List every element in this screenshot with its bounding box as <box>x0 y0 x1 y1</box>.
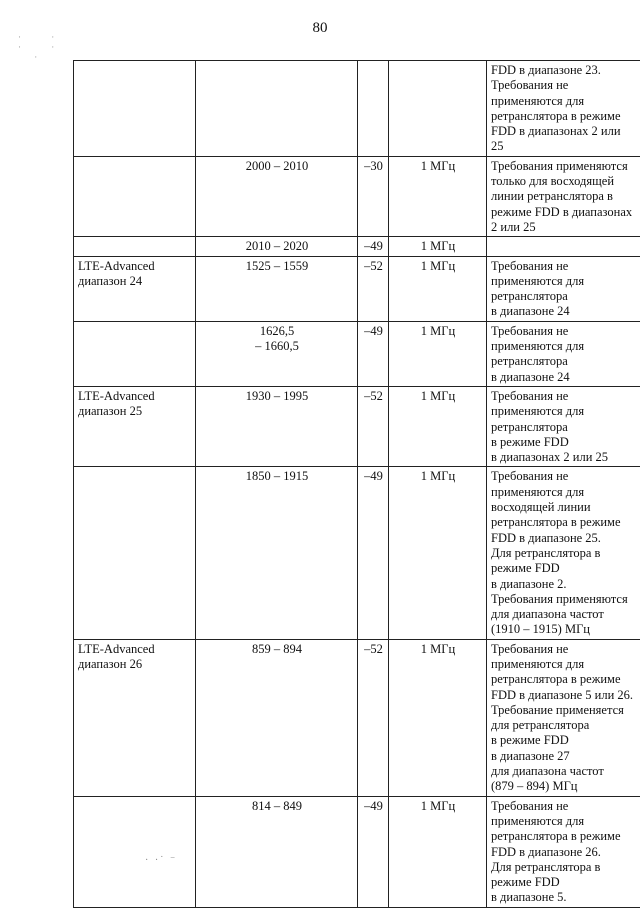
level-cell: –52 <box>358 256 389 321</box>
note-cell: Требования не применяются для ретранслятора в режиме FDD в диапазонах 2 или 25 <box>487 386 640 466</box>
bandwidth-cell: 1 МГц <box>389 467 487 639</box>
frequency-cell: 1525 – 1559 <box>196 256 358 321</box>
table-row <box>74 639 640 796</box>
note-cell: Требования применяются только для восходящей линии ретранслятора в режиме FDD в диапазонах 2 или 25 <box>487 156 640 236</box>
level-cell: –49 <box>358 321 389 386</box>
page-number: 80 <box>0 20 640 37</box>
band-cell: LTE-Advanced диапазон 26 <box>74 639 196 796</box>
level-cell: –52 <box>358 639 389 796</box>
level-cell: –49 <box>358 237 389 256</box>
scan-artifact-marks: · · · · · <box>18 32 68 62</box>
table-row <box>74 386 640 466</box>
level-cell: –52 <box>358 386 389 466</box>
band-cell <box>74 156 196 236</box>
band-cell: LTE-Advanced диапазон 24 <box>74 256 196 321</box>
note-cell: Требования не применяются для восходящей линии ретранслятора в режиме FDD в диапазоне 25. Для ретранслятора в режиме FDD в диапазоне 2. Требования применяются для диапазона частот (1910 – 1915) МГц <box>487 467 640 639</box>
band-cell <box>74 237 196 256</box>
band-cell <box>74 61 196 157</box>
note-cell: Требования не применяются для ретранслятора в режиме FDD в диапазоне 26. Для ретранслятора в режиме FDD в диапазоне 5. <box>487 796 640 907</box>
frequency-cell: 2000 – 2010 <box>196 156 358 236</box>
note-cell: Требования не применяются для ретранслятора в диапазоне 24 <box>487 256 640 321</box>
table-row <box>74 256 640 321</box>
note-cell: FDD в диапазоне 23. Требования не применяются для ретранслятора в режиме FDD в диапазонах 2 или 25 <box>487 61 640 157</box>
bandwidth-cell: 1 МГц <box>389 237 487 256</box>
level-cell: –49 <box>358 796 389 907</box>
level-cell <box>358 61 389 157</box>
table-row <box>74 156 640 236</box>
table-row <box>74 467 640 639</box>
frequency-cell: 1626,5 – 1660,5 <box>196 321 358 386</box>
level-cell: –49 <box>358 467 389 639</box>
frequency-cell: 1930 – 1995 <box>196 386 358 466</box>
table-row <box>74 796 640 907</box>
bandwidth-cell: 1 МГц <box>389 639 487 796</box>
note-cell: Требования не применяются для ретранслятора в диапазоне 24 <box>487 321 640 386</box>
table-row <box>74 61 640 157</box>
band-cell <box>74 467 196 639</box>
bandwidth-cell <box>389 61 487 157</box>
frequency-cell: 1850 – 1915 <box>196 467 358 639</box>
frequency-cell: 859 – 894 <box>196 639 358 796</box>
note-cell: Требования не применяются для ретранслятора в режиме FDD в диапазоне 5 или 26. Требование применяется для ретранслятора в режиме FDD в диапазоне 27 для диапазона частот (879 – 894) МГц <box>487 639 640 796</box>
bandwidth-cell: 1 МГц <box>389 796 487 907</box>
requirements-table <box>73 60 640 908</box>
band-cell <box>74 321 196 386</box>
scan-artifact-marks-bottom: · ·˙ ⁻ <box>145 855 177 866</box>
bandwidth-cell: 1 МГц <box>389 156 487 236</box>
table-row <box>74 237 640 256</box>
frequency-cell <box>196 61 358 157</box>
bandwidth-cell: 1 МГц <box>389 321 487 386</box>
table-row <box>74 321 640 386</box>
bandwidth-cell: 1 МГц <box>389 256 487 321</box>
band-cell: LTE-Advanced диапазон 25 <box>74 386 196 466</box>
bandwidth-cell: 1 МГц <box>389 386 487 466</box>
level-cell: –30 <box>358 156 389 236</box>
band-cell <box>74 796 196 907</box>
frequency-cell: 814 – 849 <box>196 796 358 907</box>
frequency-cell: 2010 – 2020 <box>196 237 358 256</box>
note-cell <box>487 237 640 256</box>
